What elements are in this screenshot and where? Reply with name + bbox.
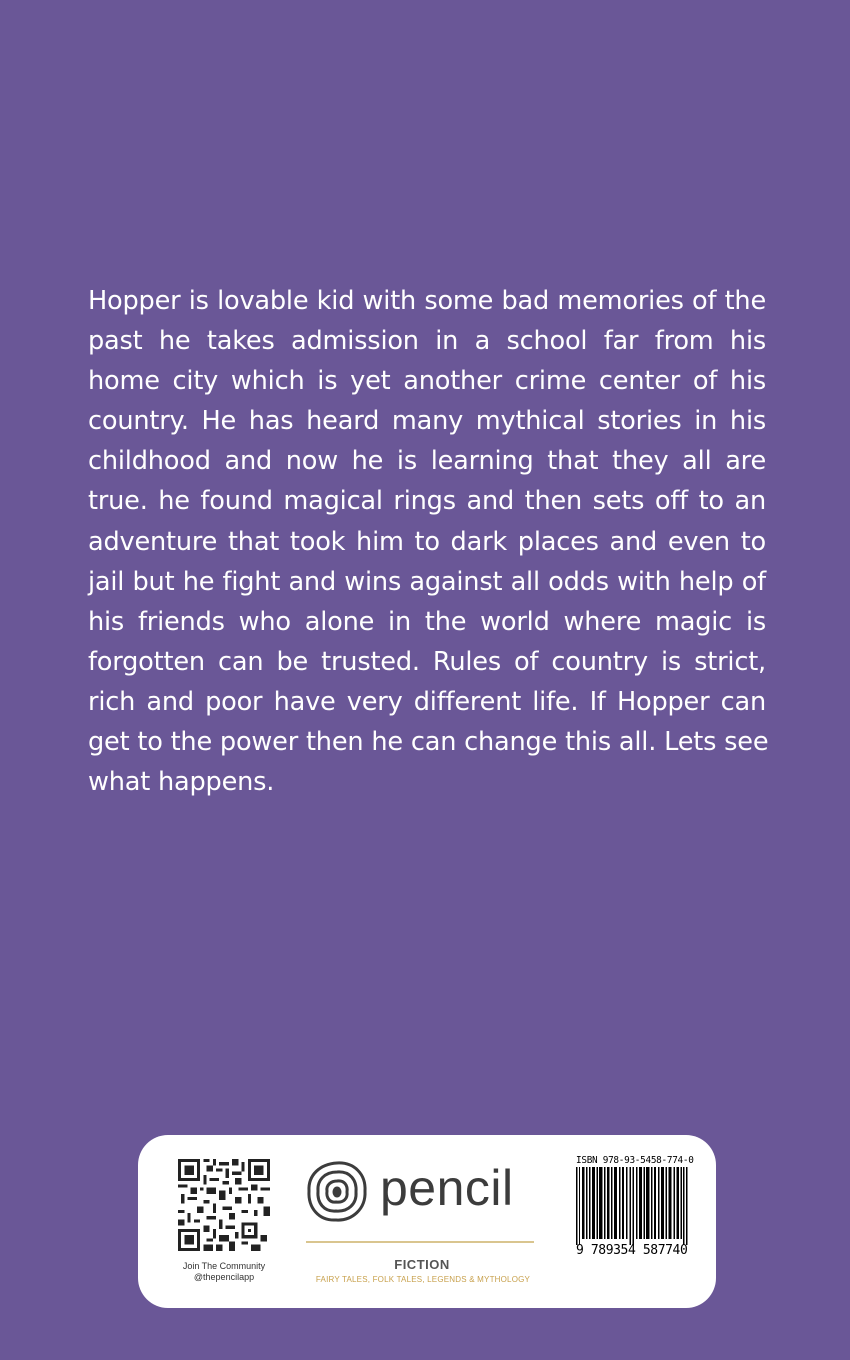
blurb-line: true. he found magical rings and then sets off to an — [88, 486, 766, 517]
blurb-line: his friends who alone in the world where magic is — [88, 606, 766, 637]
isbn-barcode — [576, 1167, 688, 1245]
pencil-logo-icon — [304, 1159, 370, 1225]
ean-digits: 9 789354 587740 — [576, 1243, 688, 1258]
publisher-name: pencil — [380, 1160, 514, 1216]
qr-caption — [154, 1261, 294, 1283]
logo-divider — [306, 1241, 534, 1243]
publisher-panel — [138, 1135, 716, 1308]
blurb-line: home city which is yet another crime center of his — [88, 366, 766, 397]
back-cover-blurb — [88, 281, 769, 802]
blurb-line: past he takes admission in a school far from his — [88, 326, 766, 357]
blurb-line: childhood and now he is learning that they all are — [88, 446, 766, 477]
qr-caption-handle: @thepencilapp — [193, 1272, 255, 1282]
publisher-logo — [304, 1159, 540, 1225]
qr-code — [178, 1159, 270, 1251]
blurb-line: what happens. — [88, 767, 275, 798]
blurb-line: rich and poor have very different life. If Hopper can — [88, 686, 766, 717]
blurb-line: country. He has heard many mythical stories in his — [88, 406, 766, 437]
blurb-line: adventure that took him to dark places and even to — [88, 526, 766, 557]
subgenre-label: FAIRY TALES, FOLK TALES, LEGENDS & MYTHOLOGY — [315, 1275, 531, 1284]
isbn-label: ISBN 978-93-5458-774-0 — [576, 1155, 694, 1166]
blurb-line: forgotten can be trusted. Rules of country is strict, — [88, 646, 766, 677]
blurb-line: jail but he fight and wins against all odds with help of — [88, 566, 766, 597]
blurb-line: get to the power then he can change this all. Lets see — [88, 727, 769, 758]
qr-caption-line: Join The Community — [182, 1261, 266, 1271]
blurb-line: Hopper is lovable kid with some bad memories of the — [88, 286, 766, 316]
genre-label: FICTION — [394, 1257, 450, 1272]
